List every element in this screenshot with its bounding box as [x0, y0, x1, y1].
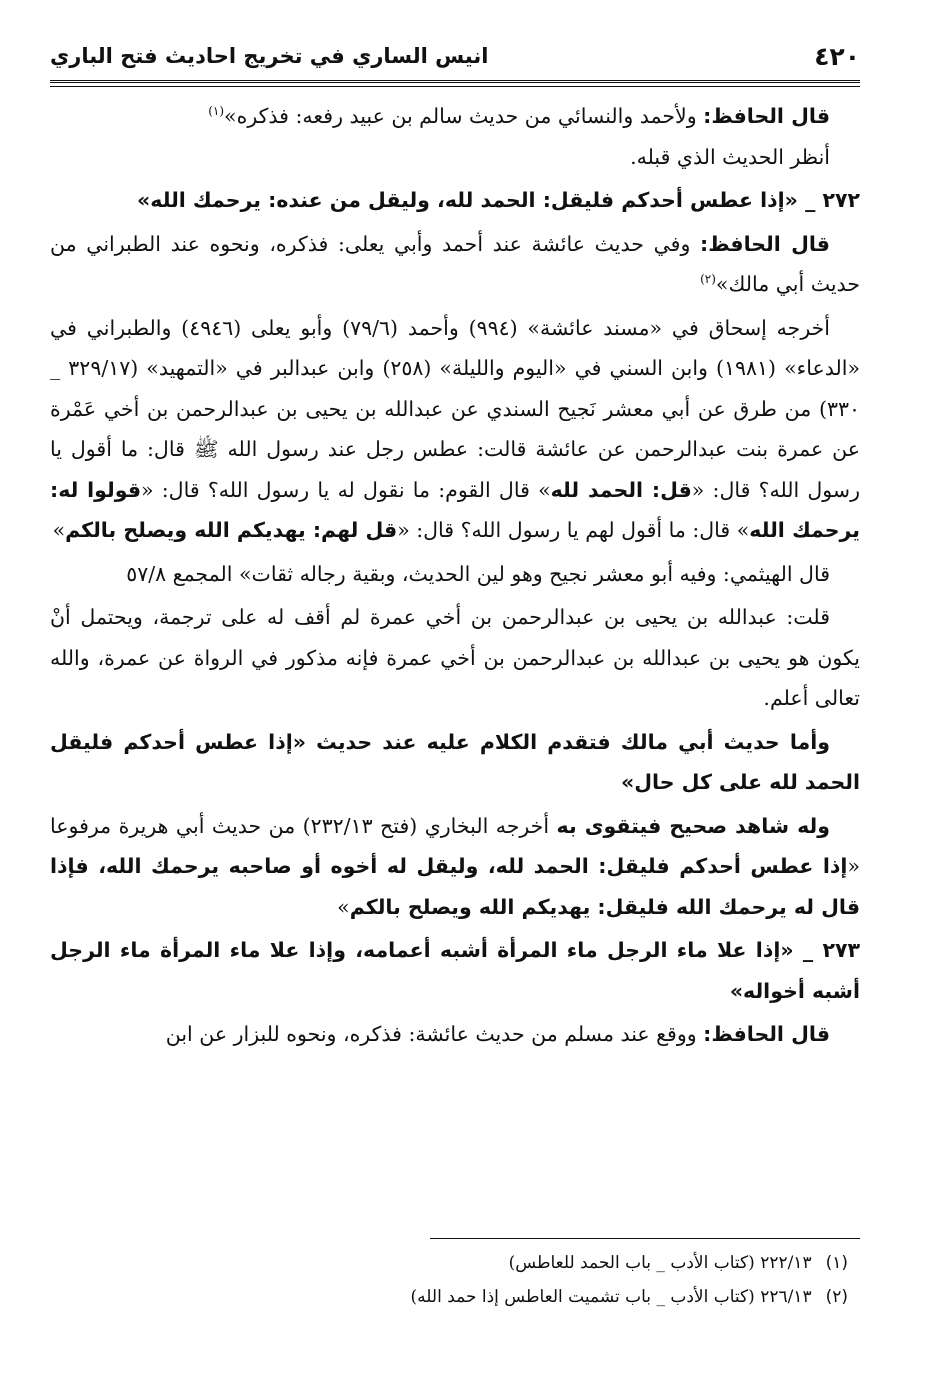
- paragraph-see-previous: [50, 137, 860, 178]
- speaker-label: قال الحافظ:: [700, 231, 830, 256]
- page-number: ٤٢٠: [814, 41, 860, 71]
- bold-quote: إذا عطس أحدكم فليقل: الحمد لله، وليقل له أخوه أو صاحبه يرحمك الله، فإذا قال له يرحمك الله فليقل: يهديكم الله ويصلح بالكم: [50, 854, 860, 919]
- paragraph-shahid: [50, 806, 860, 928]
- bold-quote: قولوا له: يرحمك الله: [50, 477, 860, 542]
- footnote-text: ٢٢٢/١٣ (كتاب الأدب _ باب الحمد للعاطس): [508, 1253, 812, 1273]
- footnote-mark: (٢): [825, 1287, 848, 1307]
- hadith-heading-273: ٢٧٣ _ «إذا علا ماء الرجل ماء المرأة أشبه أعمامه، وإذا علا ماء المرأة ماء الرجل أشبه أخواله»: [50, 938, 860, 1003]
- hadith-heading-272: ٢٧٢ _ «إذا عطس أحدكم فليقل: الحمد لله، وليقل من عنده: يرحمك الله»: [137, 188, 860, 212]
- paragraph-abu-malik: وأما حديث أبي مالك فتقدم الكلام عليه عند حديث «إذا عطس أحدكم فليقل الحمد لله على كل حال»: [50, 729, 860, 794]
- footnote-ref: (١): [208, 104, 225, 119]
- paragraph-text: أخرجه البخاري (فتح ٢٣٢/١٣) من حديث أبي هريرة مرفوعا «: [50, 813, 860, 878]
- paragraph-hafiz-2: [50, 224, 860, 305]
- footnotes: [50, 1246, 848, 1314]
- bold-quote: قل لهم: يهديكم الله ويصلح بالكم: [65, 518, 398, 542]
- paragraph-text: » قال: ما أقول لهم يا رسول الله؟ قال: «: [397, 518, 750, 542]
- footnote-ref: (٢): [700, 272, 716, 287]
- bold-quote: قل: الحمد لله: [550, 477, 692, 502]
- paragraph-text: » قال القوم: ما نقول له يا رسول الله؟ قال: «: [141, 477, 551, 502]
- paragraph-text: أنظر الحديث الذي قبله.: [630, 144, 830, 169]
- speaker-label: قال الحافظ:: [703, 104, 830, 128]
- footnote-mark: (١): [825, 1253, 848, 1273]
- paragraph-text: قال الهيثمي: وفيه أبو معشر نجيح وهو لين الحديث، وبقية رجاله ثقات» المجمع ٥٧/٨: [126, 561, 830, 586]
- paragraph-hafiz-1: [50, 96, 860, 137]
- footnote-rule: [430, 1238, 860, 1239]
- main-text: [50, 96, 860, 1055]
- speaker-label: قال الحافظ:: [703, 1022, 830, 1046]
- paragraph-text: ووقع عند مسلم من حديث عائشة: فذكره، ونحوه للبزار عن ابن: [165, 1022, 704, 1046]
- paragraph-haythami: [50, 554, 860, 595]
- paragraph-qultu: [50, 597, 860, 719]
- paragraph-takhrij: [50, 308, 860, 551]
- paragraph-text: قلت: عبدالله بن يحيى بن عبدالرحمن بن أخي عمرة لم أقف له على ترجمة، ويحتمل أنْ يكون هو يحيى بن عبدالله بن عبدالرحمن بن أخي عمرة فإنه مذكور في الرواة عن عمرة، والله تعالى أعلم.: [50, 605, 860, 710]
- paragraph-text: ولأحمد والنسائي من حديث سالم بن عبيد رفعه: فذكره»: [224, 104, 704, 128]
- header-rule: [50, 80, 860, 87]
- paragraph-text: »: [337, 894, 350, 919]
- running-title: انيس الساري في تخريج احاديث فتح الباري: [50, 44, 489, 68]
- paragraph-hafiz-3: [50, 1014, 860, 1055]
- footnote-text: ٢٢٦/١٣ (كتاب الأدب _ باب تشميت العاطس إذا حمد الله): [410, 1287, 812, 1307]
- paragraph-text: »: [52, 518, 66, 542]
- footnote: [50, 1246, 848, 1280]
- bold-phrase: وله شاهد صحيح فيتقوى به: [556, 813, 830, 838]
- paragraph-text: وفي حديث عائشة عند أحمد وأبي يعلى: فذكره، ونحوه عند الطبراني من حديث أبي مالك»: [50, 231, 860, 296]
- footnote: [50, 1280, 848, 1314]
- page-header: [50, 36, 860, 76]
- paragraph-text: أخرجه إسحاق في «مسند عائشة» (٩٩٤) وأحمد (٧٩/٦) وأبو يعلى (٤٩٤٦) والطبراني في «الدعاء» (١٩٨١) وابن السني في «اليوم والليلة» (٢٥٨) وابن عبدالبر في «التمهيد» (٣٢٩/١٧ _ ٣٣٠) من طرق عن أبي معشر نَجيح السندي عن عبدالله بن يحيى بن عبدالرحمن بن أخي عَمْرة عن عمرة بنت عبدالرحمن عن عائشة قالت: عطس رجل عند رسول الله ﷺ قال: ما أقول يا رسول الله؟ قال: «: [50, 315, 860, 502]
